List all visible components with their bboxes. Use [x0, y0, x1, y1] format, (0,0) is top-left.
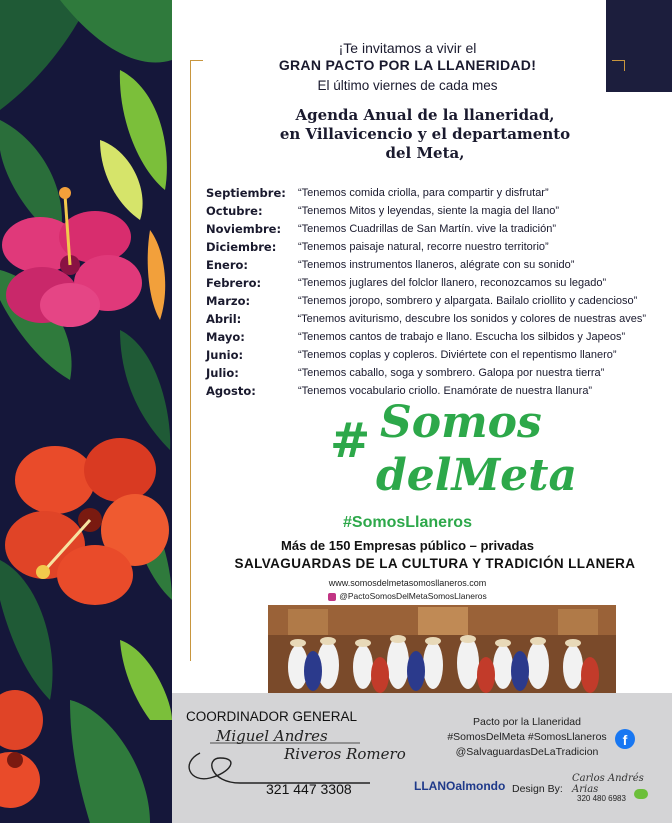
list-item: [206, 238, 646, 256]
list-item: [206, 184, 646, 202]
llanoalmondo-logo: [414, 779, 505, 793]
invitation-intro: ¡Te invitamos a vivir el: [338, 40, 477, 56]
coordinator-signature-line1: Miguel Andres: [216, 727, 328, 745]
instagram-icon: [328, 593, 336, 601]
list-item: [206, 220, 646, 238]
instagram-handle[interactable]: [200, 591, 615, 601]
website-link[interactable]: www.somosdelmetasomosllaneros.com: [328, 578, 487, 588]
month-label: Febrero:: [206, 276, 262, 290]
list-item: [206, 292, 646, 310]
month-label: Julio:: [206, 366, 239, 380]
month-theme: “Tenemos instrumentos llaneros, alégrate con su sonido”: [298, 259, 575, 271]
safeguards-heading: SALVAGUARDAS DE LA CULTURA Y TRADICIÓN LLANERA: [234, 556, 636, 571]
month-theme: “Tenemos vocabulario criollo. Enamórate de nuestra llanura”: [298, 385, 593, 397]
list-item: [206, 202, 646, 220]
month-label: Diciembre:: [206, 240, 277, 254]
month-theme: “Tenemos comida criolla, para compartir y disfrutar”: [298, 187, 549, 199]
list-item: [206, 256, 646, 274]
month-label: Enero:: [206, 258, 249, 272]
whatsapp-badge-icon: [634, 789, 648, 799]
pacto-info: [442, 715, 612, 760]
hashtag-somos-llaneros: [200, 514, 615, 532]
companies-line: Más de 150 Empresas público – privadas: [281, 538, 534, 553]
month-theme: “Tenemos Mitos y leyendas, siente la magia del llano”: [298, 205, 560, 217]
agenda-title-line1: Agenda Anual de la llaneridad,: [295, 106, 555, 124]
list-item: [206, 346, 646, 364]
group-photo: [268, 605, 616, 693]
hashtag-prefix: #Somos: [343, 514, 406, 531]
month-label: Agosto:: [206, 384, 256, 398]
hashtag-suffix: Llaneros: [405, 514, 472, 531]
invitation-subtitle: El último viernes de cada mes: [317, 78, 498, 93]
list-item: [206, 328, 646, 346]
design-credit-label: Design By:: [512, 783, 563, 795]
month-theme: “Tenemos cantos de trabajo e llano. Escucha los silbidos y Japeos”: [298, 331, 626, 343]
coordinator-phone: 321 447 3308: [266, 781, 352, 797]
month-label: Septiembre:: [206, 186, 286, 200]
monthly-agenda-list: [206, 184, 646, 400]
logo-word-delmeta: delMeta: [376, 450, 578, 501]
pacto-line2: #SomosDelMeta #SomosLlaneros: [447, 731, 607, 743]
month-theme: “Tenemos coplas y copleros. Diviértete con el repentismo llanero”: [298, 349, 617, 361]
month-label: Octubre:: [206, 204, 263, 218]
month-label: Abril:: [206, 312, 242, 326]
somos-del-meta-logo: [330, 395, 578, 515]
list-item: [206, 274, 646, 292]
designer-phone: 320 480 6983: [577, 794, 626, 803]
month-label: Noviembre:: [206, 222, 282, 236]
pacto-line1: Pacto por la Llaneridad: [473, 716, 581, 728]
coordinator-signature-line2: Riveros Romero: [284, 745, 406, 763]
instagram-handle-text: @PactoSomosDelMetaSomosLlaneros: [339, 591, 487, 601]
designer-signature: Carlos Andrés Arias: [572, 773, 644, 795]
agenda-title-line3: del Meta,: [385, 144, 465, 162]
month-theme: “Tenemos aviturismo, descubre los sonidos y colores de nuestras aves”: [297, 313, 646, 325]
month-label: Marzo:: [206, 294, 251, 308]
agenda-title-line2: en Villavicencio y el departamento: [279, 125, 571, 143]
list-item: [206, 310, 646, 328]
month-theme: “Tenemos juglares del folclor llanero, reconozcamos su legado”: [298, 277, 607, 289]
agenda-title: [205, 106, 645, 163]
hash-symbol: #: [330, 413, 371, 469]
list-item: [206, 364, 646, 382]
month-theme: “Tenemos paisaje natural, recorre nuestro territorio”: [298, 241, 549, 253]
logo-word-somos: Somos: [380, 397, 542, 448]
footer-panel: [172, 693, 672, 823]
month-label: Mayo:: [206, 330, 245, 344]
month-theme: “Tenemos joropo, sombrero y alpargata. Bailalo criollito y cadencioso”: [298, 295, 638, 307]
floral-side-panel: [0, 0, 172, 823]
month-theme: “Tenemos caballo, soga y sombrero. Galopa por nuestra tierra”: [298, 367, 605, 379]
month-label: Junio:: [206, 348, 244, 362]
invitation-title: GRAN PACTO POR LA LLANERIDAD!: [278, 57, 537, 73]
pacto-line3: @SalvaguardasDeLaTradicion: [455, 746, 599, 758]
coordinator-title: COORDINADOR GENERAL: [186, 709, 358, 724]
llanoalmondo-logo-text: LLANOalmondo: [414, 779, 506, 793]
corner-accent-block: [606, 0, 672, 92]
facebook-icon[interactable]: f: [615, 729, 635, 749]
month-theme: “Tenemos Cuadrillas de San Martín. vive la tradición”: [298, 223, 557, 235]
